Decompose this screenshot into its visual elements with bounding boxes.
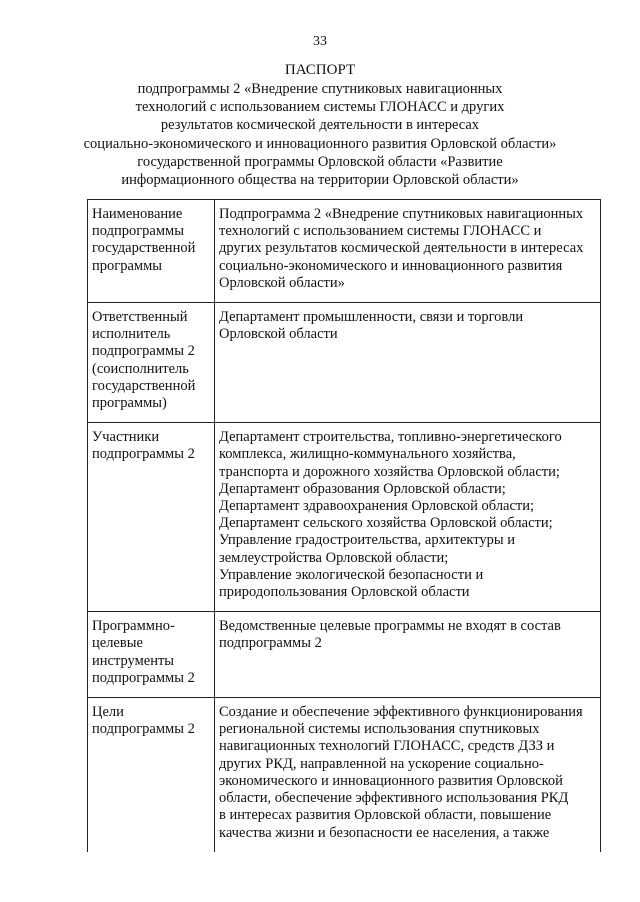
value-line: Создание и обеспечение эффективного функционирования <box>219 704 583 721</box>
row-value <box>215 612 601 698</box>
label-line: Цели <box>92 704 124 721</box>
row-value <box>215 698 601 852</box>
label-line: программы <box>92 257 162 274</box>
value-line: Орловской области» <box>219 274 345 291</box>
value-line: других РКД, направленной на ускорение социально- <box>219 755 544 772</box>
passport-table <box>87 199 601 852</box>
value-line: качества жизни и безопасности ее населения, а также <box>219 824 550 841</box>
heading-line: результатов космической деятельности в интересах <box>160 117 480 134</box>
label-line: Наименование <box>92 206 183 222</box>
heading-line: государственной программы Орловской области «Развитие <box>137 153 503 170</box>
heading-line: технологий с использованием системы ГЛОНАСС и других <box>135 99 505 116</box>
table-row <box>88 612 601 698</box>
heading-line: подпрограммы 2 «Внедрение спутниковых навигационных <box>137 81 503 97</box>
row-label <box>88 303 215 423</box>
label-line: подпрограммы 2 <box>92 446 195 463</box>
value-line: навигационных технологий ГЛОНАСС, средств ДЗЗ и <box>219 738 555 755</box>
label-line: Участники <box>92 429 160 446</box>
row-label <box>88 612 215 698</box>
document-heading <box>60 80 580 189</box>
value-line: Департамент строительства, топливно-энергетического <box>219 429 562 446</box>
value-line: в интересах развития Орловской области, повышение <box>219 807 552 824</box>
label-line: программы) <box>92 395 167 412</box>
table-row <box>88 698 601 852</box>
label-line: Программно- <box>92 618 175 635</box>
value-line: социально-экономического и инновационного развития <box>219 257 563 274</box>
document-title: ПАСПОРТ <box>284 62 356 78</box>
value-line: других результатов космической деятельности в интересах <box>219 240 584 257</box>
value-line: Подпрограмма 2 «Внедрение спутниковых навигационных <box>219 206 584 222</box>
table-row <box>88 303 601 423</box>
row-value <box>215 423 601 612</box>
value-line: землеустройства Орловской области; <box>219 549 449 566</box>
label-line: подпрограммы 2 <box>92 669 195 686</box>
value-line: подпрограммы 2 <box>219 635 322 652</box>
value-line: Ведомственные целевые программы не входят в состав <box>219 618 561 635</box>
value-line: Управление экологической безопасности и <box>219 566 484 583</box>
row-value <box>215 200 601 303</box>
value-line: региональной системы использования спутниковых <box>219 721 540 738</box>
heading-line: информационного общества на территории Орловской области» <box>121 172 519 189</box>
row-label <box>88 423 215 612</box>
value-line: Орловской области <box>219 326 338 343</box>
value-line: комплекса, жилищно-коммунального хозяйства, <box>219 446 516 463</box>
value-line: Департамент промышленности, связи и торговли <box>219 309 524 326</box>
label-line: государственной <box>92 240 196 257</box>
page-number: 33 <box>313 34 327 49</box>
value-line: Департамент сельского хозяйства Орловской области; <box>219 515 553 532</box>
label-line: (соисполнитель <box>92 360 189 377</box>
row-value <box>215 303 601 423</box>
label-line: целевые <box>92 635 143 652</box>
label-line: подпрограммы 2 <box>92 343 195 360</box>
row-label <box>88 698 215 852</box>
label-line: государственной <box>92 377 196 394</box>
heading-line: социально-экономического и инновационного развития Орловской области» <box>83 135 557 152</box>
value-line: технологий с использованием системы ГЛОНАСС и <box>219 223 542 240</box>
value-line: Департамент образования Орловской области; <box>219 480 506 497</box>
label-line: исполнитель <box>92 326 171 343</box>
value-line: области, обеспечение эффективного использования РКД <box>219 790 569 807</box>
value-line: Управление градостроительства, архитектуры и <box>219 532 516 549</box>
table-row <box>88 200 601 303</box>
label-line: инструменты <box>92 652 175 669</box>
value-line: природопользования Орловской области <box>219 584 470 601</box>
row-label <box>88 200 215 303</box>
label-line: подпрограммы 2 <box>92 721 195 738</box>
table-row <box>88 423 601 612</box>
value-line: транспорта и дорожного хозяйства Орловской области; <box>219 463 560 480</box>
value-line: Департамент здравоохранения Орловской области; <box>219 498 535 515</box>
value-line: экономического и инновационного развития Орловской <box>219 772 563 789</box>
label-line: подпрограммы <box>92 223 184 240</box>
label-line: Ответственный <box>92 309 188 326</box>
